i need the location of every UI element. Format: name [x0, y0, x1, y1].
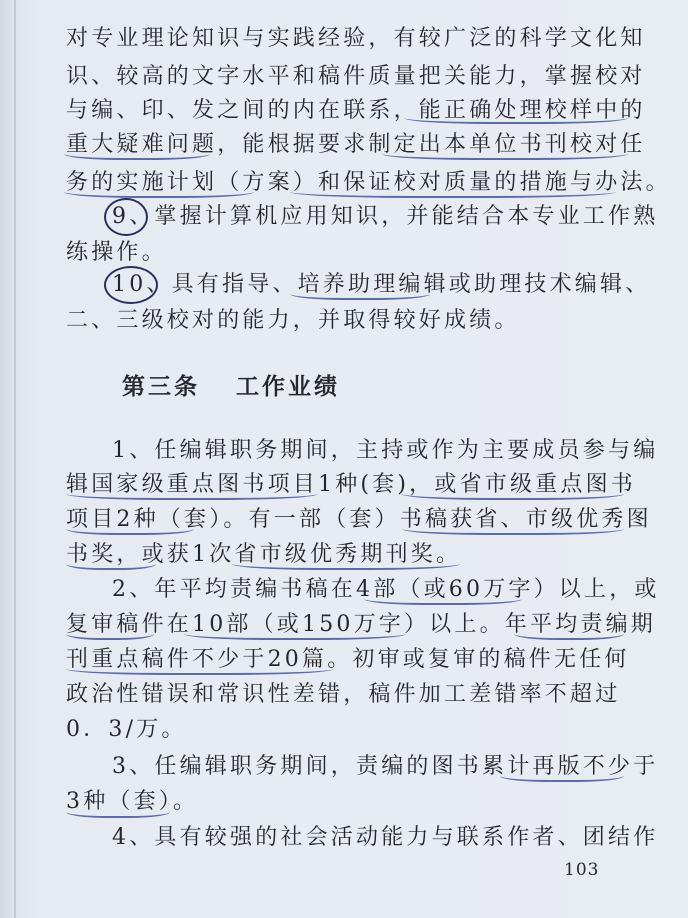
handwritten-underline	[66, 812, 170, 818]
text-line-1: 对专业理论知识与实践经验，有较广泛的科学文化知	[66, 26, 646, 51]
para-2-line-1: 2、年平均责编书稿在4部（或60万字）以上，或	[112, 577, 660, 602]
para-1-line-3: 项目2种（套）。有一部（套）书稿获省、市级优秀图	[66, 507, 652, 532]
para-2-line-4: 政治性错误和常识性差错，稿件加工差错率不超过	[66, 682, 621, 707]
handwritten-circle	[104, 266, 158, 304]
section-heading	[122, 368, 340, 401]
text-line-2: 识、较高的文字水平和稿件质量把关能力，掌握校对	[66, 64, 646, 89]
para-2-line-5: 0．3/万。	[66, 717, 187, 742]
item-10-line-2: 二、三级校对的能力，并取得较好成绩。	[66, 308, 520, 333]
text-line-3: 与编、印、发之间的内在联系，能正确处理校样中的	[66, 98, 646, 123]
section-article-number: 第三条	[122, 373, 200, 400]
para-1-line-1: 1、任编辑职务期间，主持或作为主要成员参与编	[112, 438, 659, 463]
para-3-line-1: 3、任编辑职务期间，责编的图书累计再版不少于	[112, 754, 659, 779]
handwritten-circle	[104, 198, 148, 236]
item-9-line-2: 练操作。	[66, 240, 167, 265]
para-1-line-2: 辑国家级重点图书项目1种(套)，或省市级重点图书	[66, 472, 636, 497]
item-10-line-1: 10、具有指导、培养助理编辑或助理技术编辑、	[112, 272, 651, 297]
text-line-4: 重大疑难问题，能根据要求制定出本单位书刊校对任	[66, 132, 646, 157]
para-2-line-2: 复审稿件在10部（或150万字）以上。年平均责编期	[66, 612, 656, 637]
para-3-line-2: 3种（套）。	[66, 789, 199, 814]
page-number: 103	[564, 860, 600, 880]
text-line-5: 务的实施计划（方案）和保证校对质量的措施与办法。	[66, 170, 671, 195]
item-9-line-1: 9、掌握计算机应用知识，并能结合本专业工作熟	[112, 204, 659, 229]
section-title: 工作业绩	[236, 373, 340, 400]
para-4-line-1: 4、具有较强的社会活动能力与联系作者、团结作	[112, 825, 659, 850]
para-2-line-3: 刊重点稿件不少于20篇。初审或复审的稿件无任何	[66, 647, 630, 672]
para-1-line-4: 书奖，或获1次省市级优秀期刊奖。	[66, 542, 462, 567]
